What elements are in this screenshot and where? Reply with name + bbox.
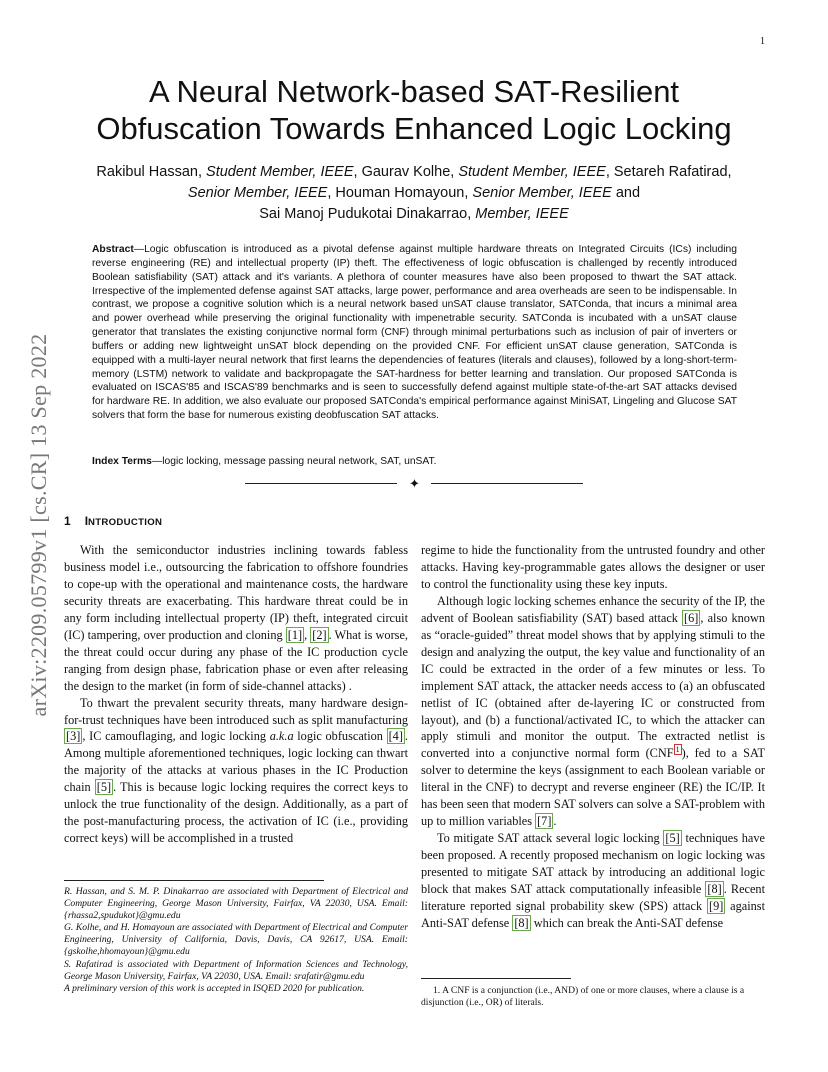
paragraph-text: With the semiconductor industries inclining towards fabless business model i.e., outsourcing the fabrication to offshore foundries to cope-up with the operational and maintenance costs, the hardware security threats are exacerbating. This hardware threat could be in any form including intellectual property (IP) theft, integrated circuit (IC) tampering, over production and cloning (64, 543, 408, 642)
author-role: Student Member, IEEE (458, 164, 606, 180)
citation-link[interactable]: [1] (287, 627, 303, 642)
arxiv-identifier-stamp (26, 290, 52, 760)
author-role: Member, IEEE (475, 206, 569, 222)
abstract (92, 243, 737, 423)
publication-note: A preliminary version of this work is accepted in ISQED 2020 for publication. (64, 982, 365, 994)
paragraph-text: logic obfuscation (293, 729, 387, 744)
index-terms-text: —logic locking, message passing neural network, SAT, unSAT. (151, 456, 437, 467)
title-line-1: A Neural Network-based SAT-Resilient (148, 74, 680, 109)
author-role: Senior Member, IEEE (187, 185, 328, 201)
author-name: , Setareh Rafatirad, (605, 164, 732, 180)
paragraph-text: , (304, 627, 311, 642)
arxiv-stamp-text: arXiv:2209.05799v1 [cs.CR] 13 Sep 2022 (26, 333, 51, 717)
author-list (60, 162, 768, 225)
paragraph-text: To mitigate SAT attack several logic locking (437, 831, 664, 846)
separator-diamond-icon: ✦ (409, 476, 420, 491)
affiliation-note: G. Kolhe, and H. Homayoun are associated with Department of Electrical and Computer Engineering, University of California, Davis, Davis, CA 92617, USA. Email: {gskolhe,hhomayoun}@gmu.edu (64, 922, 408, 958)
affiliation-note: S. Rafatirad is associated with Department of Information Sciences and Technology, George Mason University, Fairfax, VA 22030, USA. Email: srafatir@gmu.edu (64, 958, 408, 982)
body-column-right (421, 542, 765, 932)
index-terms-label: Index Terms (92, 456, 152, 467)
footnote-link[interactable]: 1 (675, 745, 680, 755)
author-affiliations (64, 886, 408, 995)
footnote-rule (64, 880, 324, 881)
citation-link[interactable]: [5] (96, 780, 112, 795)
citation-link[interactable]: [7] (537, 814, 552, 829)
page-number: 1 (760, 36, 765, 47)
paragraph-text: . What is worse, the threat could occur during any phase of the IC production cycle ranging from design phase, fabrication phase or even after releasing the design to the market (in form of side-channel attacks) . (64, 627, 408, 693)
citation-link[interactable]: [5] (665, 831, 680, 846)
paragraph-text: To thwart the prevalent security threats, many hardware design-for-trust techniques have been introduced such as split manufacturing (64, 695, 408, 727)
paragraph (421, 593, 765, 830)
paper-title (60, 73, 768, 147)
citation-link[interactable]: [4] (388, 729, 403, 744)
citation-link[interactable]: [9] (708, 899, 724, 914)
paragraph-text: techniques have been proposed. A recently proposed mechanism on logic locking was presented to mitigate SAT attack by introducing an additional logic block that makes SAT attack computationally infeasible (421, 831, 765, 897)
section-title-initial: I (84, 514, 89, 528)
section-heading (64, 514, 162, 528)
abstract-label: Abstract (92, 244, 134, 255)
paragraph-text: Although logic locking schemes enhance the security of the IP, the advent of Boolean satisfiability (SAT) based attack (421, 593, 765, 625)
citation-link[interactable]: [3] (66, 729, 81, 744)
paragraph-text: , IC camouflaging, and logic locking (82, 729, 270, 744)
author-name: Rakibul Hassan, (96, 164, 207, 180)
citation-link[interactable]: [2] (312, 627, 327, 642)
author-name: , Houman Homayoun, (327, 185, 473, 201)
paragraph (421, 830, 765, 932)
title-line-2: Obfuscation Towards Enhanced Logic Locking (96, 111, 732, 146)
abstract-text: —Logic obfuscation is introduced as a pivotal defense against multiple hardware threats on Integrated Circuits (ICs) including reverse engineering (RE) and intellectual property (IP) theft. The effectiveness of logic obfuscation is challenged by recently introduced Boolean satisfiability (SAT) attack and it's variants. A plethora of counter measures have also been proposed to thwart the SAT attack. Irrespective of the implemented defense against SAT attacks, large power, performance and area overheads are seen to be indispensable. In contrast, we propose a cognitive solution which is a neural network based unSAT clause translator, SATConda, that incurs a minimal area and power overhead while preserving the original functionality with impenetrable security. SATConda is incubated with a unSAT clause generator that translates the existing conjunctive normal form (CNF) through minimal perturbations such as inclusion of pair of inverters or buffers or adding new lightweight unSAT block depending on the provided CNF. For efficient unSAT clause generation, SATConda is equipped with a multi-layer neural network that first learns the dependencies of features (literals and clauses), followed by a long-short-term-memory (LSTM) network to validate and backpropagate the SAT-hardness for better learning and translation. Our proposed SATConda is evaluated on ISCAS'85 and ISCAS'89 benchmarks and is seen to successfully defend against multiple state-of-the-art SAT attacks devised for hardware RE. In addition, we also evaluate our proposed SATConda's empirical performance against MiniSAT, Lingeling and Glucose SAT solvers that form the base for numerous existing deobfuscation SAT attacks. (92, 244, 737, 422)
author-name: , Gaurav Kolhe, (353, 164, 459, 180)
paragraph-text: ), fed to a SAT solver to determine the keys (assignment to each Boolean variable or literal in the CNF) to decrypt and reverse engineer (RE) the IC/IP. It has been seen that modern SAT solvers can solve a SAT-problem with up to million variables (421, 746, 765, 829)
index-terms (92, 456, 737, 467)
section-number: 1 (64, 514, 71, 528)
citation-link[interactable]: [8] (514, 916, 529, 931)
paragraph (64, 695, 408, 848)
author-conjunction: and (611, 185, 641, 201)
separator-rule-left (245, 483, 397, 484)
section-title-rest: NTRODUCTION (88, 517, 163, 528)
italic-abbreviation: a.k.a (269, 729, 294, 744)
author-role: Student Member, IEEE (206, 164, 354, 180)
footnote-rule (421, 978, 571, 979)
paragraph-text: against Anti-SAT defense (421, 899, 765, 931)
author-name: Sai Manoj Pudukotai Dinakarrao, (259, 206, 476, 222)
paragraph-text: . This is because logic locking requires the correct keys to unlock the true functionality of the design. Additionally, as a part of the post-manufacturing process, the activation of IC (i.e., providing correct keys) will be accomplished in a trusted (64, 780, 408, 846)
separator-rule-right (431, 483, 583, 484)
author-role: Senior Member, IEEE (472, 185, 612, 201)
body-column-left (64, 542, 408, 847)
paragraph-text: which can break the Anti-SAT defense (530, 916, 724, 931)
affiliation-note: R. Hassan, and S. M. P. Dinakarrao are associated with Department of Electrical and Computer Engineering, George Mason University, Fairfax, VA 22030, USA. Email: {rhassa2,spudukot}@gmu.edu (64, 886, 408, 922)
section-separator (245, 476, 583, 490)
author-line-2 (60, 183, 768, 204)
paragraph-text: . Recent literature reported signal probability skew (SPS) attack (421, 882, 766, 914)
citation-link[interactable]: [6] (684, 610, 699, 625)
author-line-1 (60, 162, 768, 183)
paragraph (421, 542, 765, 593)
citation-link[interactable]: [8] (707, 882, 722, 897)
paragraph-text: . Among multiple aforementioned techniques, logic locking can thwart the majority of the attacks at various phases in the IC Production chain (64, 729, 408, 795)
footnote: 1. A CNF is a conjunction (i.e., AND) of one or more clauses, where a clause is a disjunction (i.e., OR) of literals. (421, 985, 745, 1009)
author-line-3 (60, 204, 768, 225)
paragraph (64, 542, 408, 695)
paragraph-text: . (553, 814, 557, 829)
paragraph-text: , also known as “oracle-guided” threat model shows that by applying stimuli to the design and analyzing the output, the key value and functionality of an IC could be extracted in the order of a few minutes or less. To implement SAT attack, the attacker needs access to (a) an obfuscated netlist of IC (obtained after de-layering IC or constructed from layout), and (b) a functional/activated IC, to which the attacker can apply stimuli and monitor the output. The extracted netlist is converted into a conjunctive normal form (CNF (421, 610, 765, 761)
paragraph-text: regime to hide the functionality from the untrusted foundry and other attacks. Having key-programmable gates allows the designer or user to control the functionality using these key inputs. (421, 543, 765, 591)
